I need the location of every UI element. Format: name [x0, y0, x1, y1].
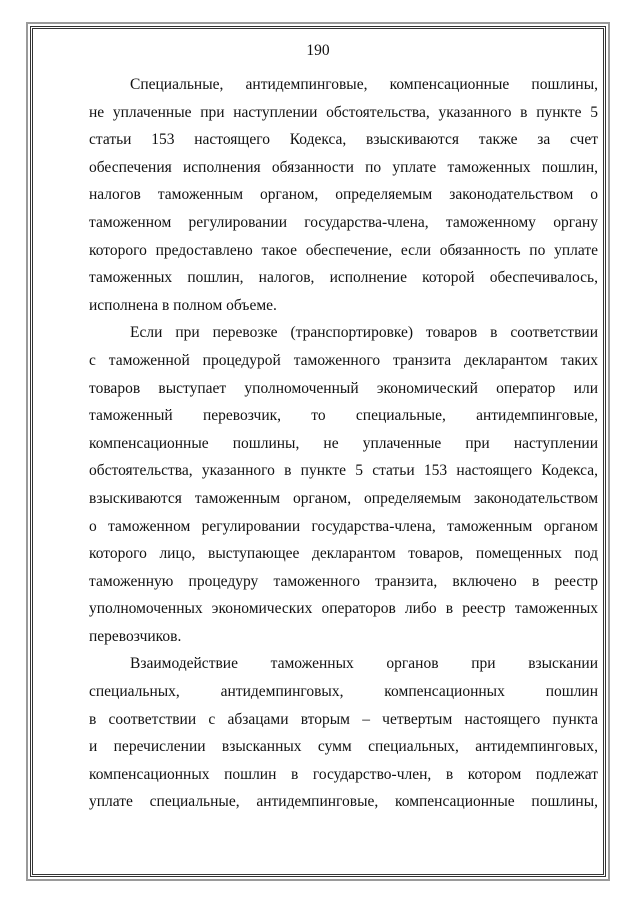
text-line: таможенном регулировании государства-члена, таможенному органу: [89, 213, 598, 231]
text-line: и перечислении взысканных сумм специальных, антидемпинговых,: [89, 738, 598, 756]
text-line: не уплаченные при наступлении обстоятельства, указанного в пункте 5: [89, 103, 598, 121]
text-line: с таможенной процедурой таможенного транзита декларантом таких: [89, 351, 598, 369]
text-line: которого лицо, выступающее декларантом товаров, помещенных под: [89, 545, 598, 563]
text-line: Если при перевозке (транспортировке) товаров в соответствии: [130, 324, 598, 342]
text-line: таможенную процедуру таможенного транзита, включено в реестр: [89, 572, 598, 590]
text-line: компенсационных пошлин в государство-член, в котором подлежат: [89, 765, 598, 783]
text-line: таможенных пошлин, налогов, исполнение которой обеспечивалось,: [89, 269, 598, 287]
text-line: обеспечения исполнения обязанности по уплате таможенных пошлин,: [89, 158, 598, 176]
text-line: уполномоченных экономических операторов либо в реестр таможенных: [89, 600, 598, 618]
text-line: таможенный перевозчик, то специальные, антидемпинговые,: [89, 407, 598, 425]
text-line: взыскиваются таможенным органом, определяемым законодательством: [89, 489, 598, 507]
text-line: Специальные, антидемпинговые, компенсационные пошлины,: [130, 76, 598, 93]
page-number: 190: [306, 42, 330, 59]
text-line: налогов таможенным органом, определяемым законодательством о: [89, 186, 598, 204]
document-page: [30, 26, 606, 877]
text-line: о таможенном регулировании государства-члена, таможенным органом: [89, 517, 598, 535]
text-line: уплате специальные, антидемпинговые, компенсационные пошлины,: [89, 793, 598, 811]
text-line: обстоятельства, указанного в пункте 5 статьи 153 настоящего Кодекса,: [89, 462, 598, 480]
text-line: перевозчиков.: [89, 627, 182, 645]
text-line: Взаимодействие таможенных органов при взыскании: [130, 655, 598, 673]
body-text: [89, 71, 598, 816]
paragraph-2: [89, 319, 598, 650]
paragraph-1: [89, 71, 598, 319]
text-line: в соответствии с абзацами вторым – четвертым настоящего пункта: [89, 710, 598, 728]
text-line: которого предоставлено такое обеспечение, если обязанность по уплате: [89, 241, 598, 259]
paragraph-3: [89, 650, 598, 816]
text-line: компенсационные пошлины, не уплаченные при наступлении: [89, 434, 598, 452]
text-line: исполнена в полном объеме.: [89, 296, 277, 314]
text-line: статьи 153 настоящего Кодекса, взыскиваются также за счет: [89, 131, 598, 149]
text-line: товаров выступает уполномоченный экономический оператор или: [89, 379, 598, 397]
text-line: специальных, антидемпинговых, компенсационных пошлин: [89, 683, 598, 701]
